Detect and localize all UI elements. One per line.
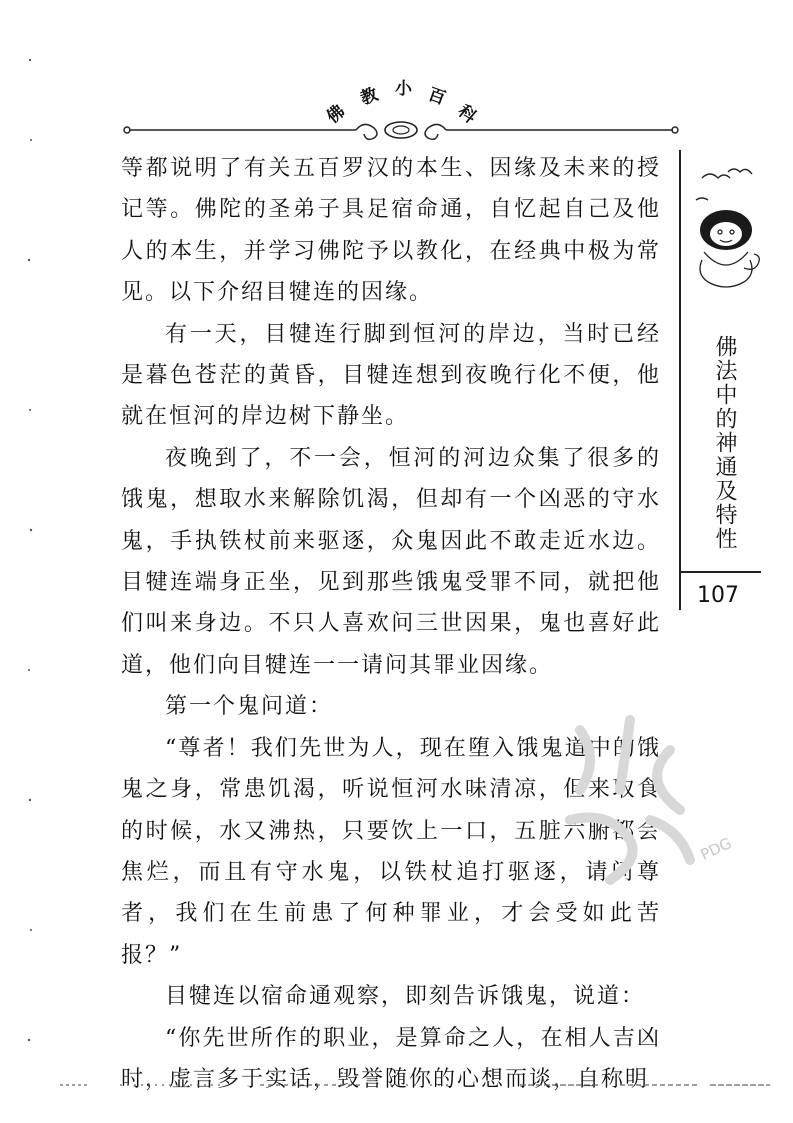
page-number: 107 <box>697 583 739 608</box>
buddha-illustration-icon <box>688 160 768 310</box>
header-char-3: 小 <box>395 79 412 99</box>
chapter-title: 佛法中的神通及特性 <box>712 335 737 551</box>
header-char-4: 百 <box>425 84 449 110</box>
sidebar-divider <box>679 150 681 610</box>
header-char-1: 佛 <box>323 101 350 128</box>
header-char-2: 教 <box>357 84 381 110</box>
scan-edge-artifact <box>0 0 34 1123</box>
watermark-text: PDG <box>697 834 735 864</box>
footer-scan-noise <box>60 1080 770 1090</box>
page-number-rule <box>679 571 761 573</box>
paragraph: 有一天，目犍连行脚到恒河的岸边，当时已经是暮色苍茫的黄昏，目犍连想到夜晚行化不便，他就在恒河的岸边树下静坐。 <box>121 321 661 430</box>
paragraph: 第一个鬼问道： <box>165 694 334 720</box>
paragraph: 夜晚到了，不一会，恒河的河边众集了很多的饿鬼，想取水来解除饥渴，但却有一个凶恶的守水鬼，手执铁杖前来驱逐，众鬼因此不敢走近水边。目犍连端身正坐，见到那些饿鬼受罪不同，就把他们叫来身边。不只人喜欢问三世因果，鬼也喜好此道，他们向目犍连一一请问其罪业因缘。 <box>121 445 661 678</box>
paragraph: 目犍连以宿命通观察，即刻告诉饿鬼，说道： <box>165 984 646 1010</box>
header-ornament-rule <box>121 118 681 142</box>
paragraph: “尊者！我们先世为人，现在堕入饿鬼道中的饿鬼之身，常患饥渴，听说恒河水味清凉，但来取食的时候，水又沸热，只要饮上一口，五脏六腑都会焦烂，而且有守水鬼，以铁杖追打驱逐，请问尊者，我们在生前患了何种罪业，才会受如此苦报？” <box>121 735 661 968</box>
paragraph: 等都说明了有关五百罗汉的本生、因缘及未来的授记等。佛陀的圣弟子具足宿命通，自忆起自己及他人的本生，并学习佛陀予以教化，在经典中极为常见。以下介绍目犍连的因缘。 <box>121 156 661 306</box>
library-stamp-watermark <box>520 690 740 910</box>
body-text <box>121 148 661 1100</box>
paragraph: “你先世所作的职业，是算命之人，在相人吉凶时，虚言多于实话，毁誉随你的心想而谈，自称明 <box>121 1025 661 1092</box>
header-char-5: 科 <box>453 101 480 128</box>
